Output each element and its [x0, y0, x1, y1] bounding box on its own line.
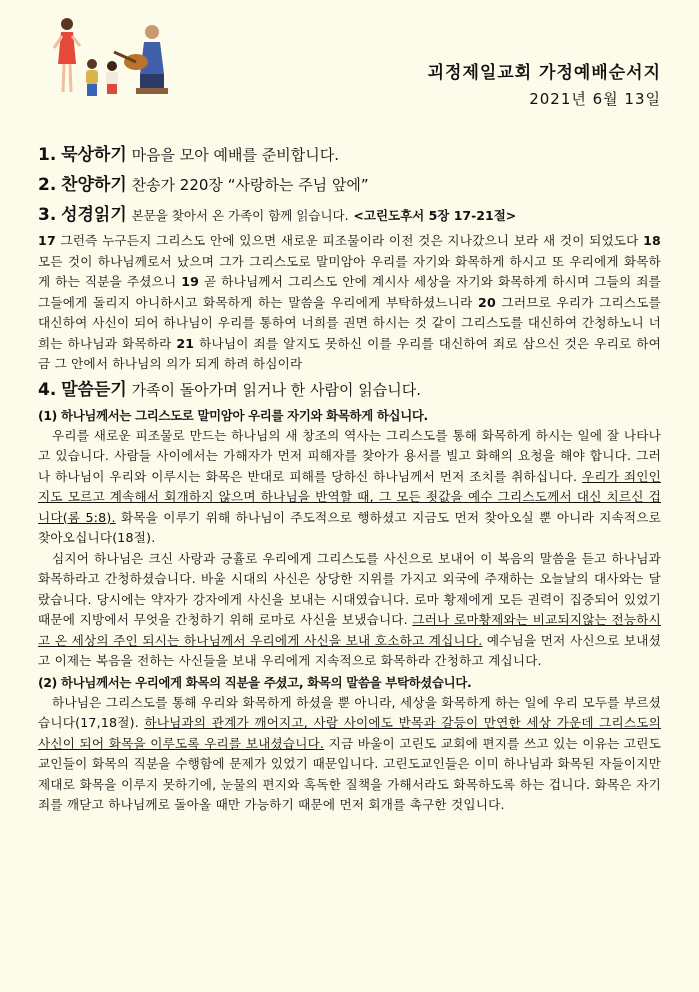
step-4 [38, 375, 661, 405]
verse-number: 21 [176, 335, 195, 351]
verse-number: 17 [38, 233, 56, 248]
paragraph-text: 예수님을 먼저 사신으로 보내셨고 이제는 복음을 전하는 사신들을 보내 우리에게 지속적으로 화목하라 간청하고 계십니다. [38, 632, 661, 668]
sermon-point-1: (1) 하나님께서는 그리스도로 말미암아 우리를 자기와 화목하게 하십니다. [38, 407, 428, 423]
paragraph-text: 지금 바울이 고린도 교회에 편지를 쓰고 있는 이유는 고린도교인들이 화목의 직분을 수행함에 문제가 있었기 때문입니다. 고린도교인들은 이미 하나님과 화목된 자들이지만 제대로 화목을 이루지 못하기에, 눈물의 편지와 혹독한 질책을 가해서라도 화목하도록 하는 겁니다. 화목은 자기 죄를 깨닫고 하나님께로 돌아올 때만 가능하기 때문에 먼저 회개를 촉구한 것입니다. [38, 735, 661, 812]
paragraph-text: 우리를 새로운 피조물로 만드는 하나님의 새 창조의 역사는 그리스도를 통해 화목하게 하시는 일에 잘 나타나고 있습니다. 사람들 사이에서는 가해자가 먼저 피해자를 찾아가 용서를 빌고 화해의 요청을 해야 합니다. 그러나 하나님이 우리와 이루시는 화목은 반대로 피해를 당하신 하나님께서 먼저 조치를 취하십니다. [38, 427, 661, 484]
worship-order [38, 140, 661, 816]
step-4-heading: 말씀듣기 [61, 379, 127, 400]
step-1-heading: 묵상하기 [61, 145, 127, 165]
step-2 [38, 170, 661, 200]
underlined-text: 우리가 죄인인지도 모르고 계속해서 회개하지 않으며 하나님을 반역할 때, 그 모든 죗값을 예수 그리스도께서 대신 치르신 겁니다(롬 5:8). [38, 468, 661, 525]
paragraph-text: 하나님은 그리스도를 통해 우리와 화목하게 하셨을 뿐 아니라, 세상을 화목하게 하는 일에 우리 모두를 부르셨습니다(17,18절). [38, 694, 661, 730]
step-4-text: 가족이 돌아가며 읽거나 한 사람이 읽습니다. [131, 380, 421, 399]
scripture-reference: <고린도후서 5장 17-21절> [353, 208, 517, 223]
family-illustration-icon [40, 12, 190, 112]
step-1-text: 마음을 모아 예배를 준비합니다. [131, 146, 340, 164]
verse-text: 모든 것이 하나님께로서 났으며 그가 그리스도로 말미암아 우리를 자기와 화목하게 하시고 또 우리에게 화목하게 하는 직분을 주셨으니 [38, 253, 661, 289]
step-4-number: 4. [38, 379, 57, 400]
step-2-heading: 찬양하기 [61, 175, 127, 195]
paragraph-text: 화목을 이루기 위해 하나님이 주도적으로 행하셨고 지금도 먼저 찾아오실 뿐 아니라 지속적으로 찾아오십니다(18절). [38, 509, 661, 545]
paragraph-text: 심지어 하나님은 크신 사랑과 긍휼로 우리에게 그리스도를 사신으로 보내어 이 복음의 말씀을 듣고 하나님과 화목하라고 간청하셨습니다. 바울 시대의 사신은 상당한 지위를 가지고 외국에 주재하는 오늘날의 대사와는 달랐습니다. 당시에는 약자가 강자에게 사신을 보내는 시대였습니다. 로마 황제에게 모든 권력이 집중되어 있었기때문에 지방에서 무엇을 간청하기 위해 로마로 사신을 보냈습니다. [38, 550, 661, 627]
bulletin-date: 2021년 6월 13일 [529, 90, 661, 108]
sermon-paragraph [38, 426, 661, 549]
step-1-number: 1. [38, 145, 57, 165]
underlined-text: 하나님과의 관계가 깨어지고, 사람 사이에도 반목과 갈등이 만연한 세상 가운데 그리스도의 사신이 되어 화목을 이루도록 우리를 보내셨습니다. [38, 715, 661, 751]
sermon-point-2: (2) 하나님께서는 우리에게 화목의 직분을 주셨고, 화목의 말씀을 부탁하셨습니다. [38, 674, 472, 690]
sermon-paragraph [38, 549, 661, 672]
sermon-paragraph [38, 693, 661, 816]
bulletin-title: 괴정제일교회 가정예배순서지 [427, 63, 661, 83]
step-2-text: 찬송가 220장 “사랑하는 주님 앞에” [131, 176, 369, 194]
step-1 [38, 140, 661, 170]
verse-number: 20 [478, 294, 496, 310]
scripture-passage [38, 231, 661, 375]
step-2-number: 2. [38, 175, 57, 195]
verse-text: 곧 하나님께서 그리스도 안에 계시사 세상을 자기와 화목하게 하시며 그들의 죄를 그들에게 돌리지 아니하시고 화목하게 하는 말씀을 우리에게 부탁하셨느니라 [38, 274, 661, 310]
step-3-number: 3. [38, 205, 57, 225]
verse-text: 그러므로 우리가 그리스도를 대신하여 사신이 되어 하나님이 우리를 통하여 너희를 권면 하시는 것 같이 그리스도를 대신하여 간청하노니 너희는 하나님과 화목하라 [38, 294, 661, 351]
verse-text: 하나님이 죄를 알지도 못하신 이를 우리를 대신하여 죄로 삼으신 것은 우리로 하여금 그 안에서 하나님의 의가 되게 하려 하심이라 [38, 335, 661, 371]
verse-number: 19 [181, 274, 200, 289]
step-3-text: 본문을 찾아서 온 가족이 함께 읽습니다. [131, 208, 349, 223]
verse-number: 18 [643, 233, 661, 248]
step-3 [38, 200, 661, 231]
underlined-text: 그러나 로마황제와는 비교되지않는 전능하시고 온 세상의 주인 되시는 하나님께서 우리에게 사신을 보내 호소하고 계십니다. [38, 612, 661, 648]
verse-text: 그런즉 누구든지 그리스도 안에 있으면 새로운 피조물이라 이전 것은 지나갔으니 보라 새 것이 되었도다 [55, 233, 644, 248]
step-3-heading: 성경읽기 [61, 205, 127, 225]
